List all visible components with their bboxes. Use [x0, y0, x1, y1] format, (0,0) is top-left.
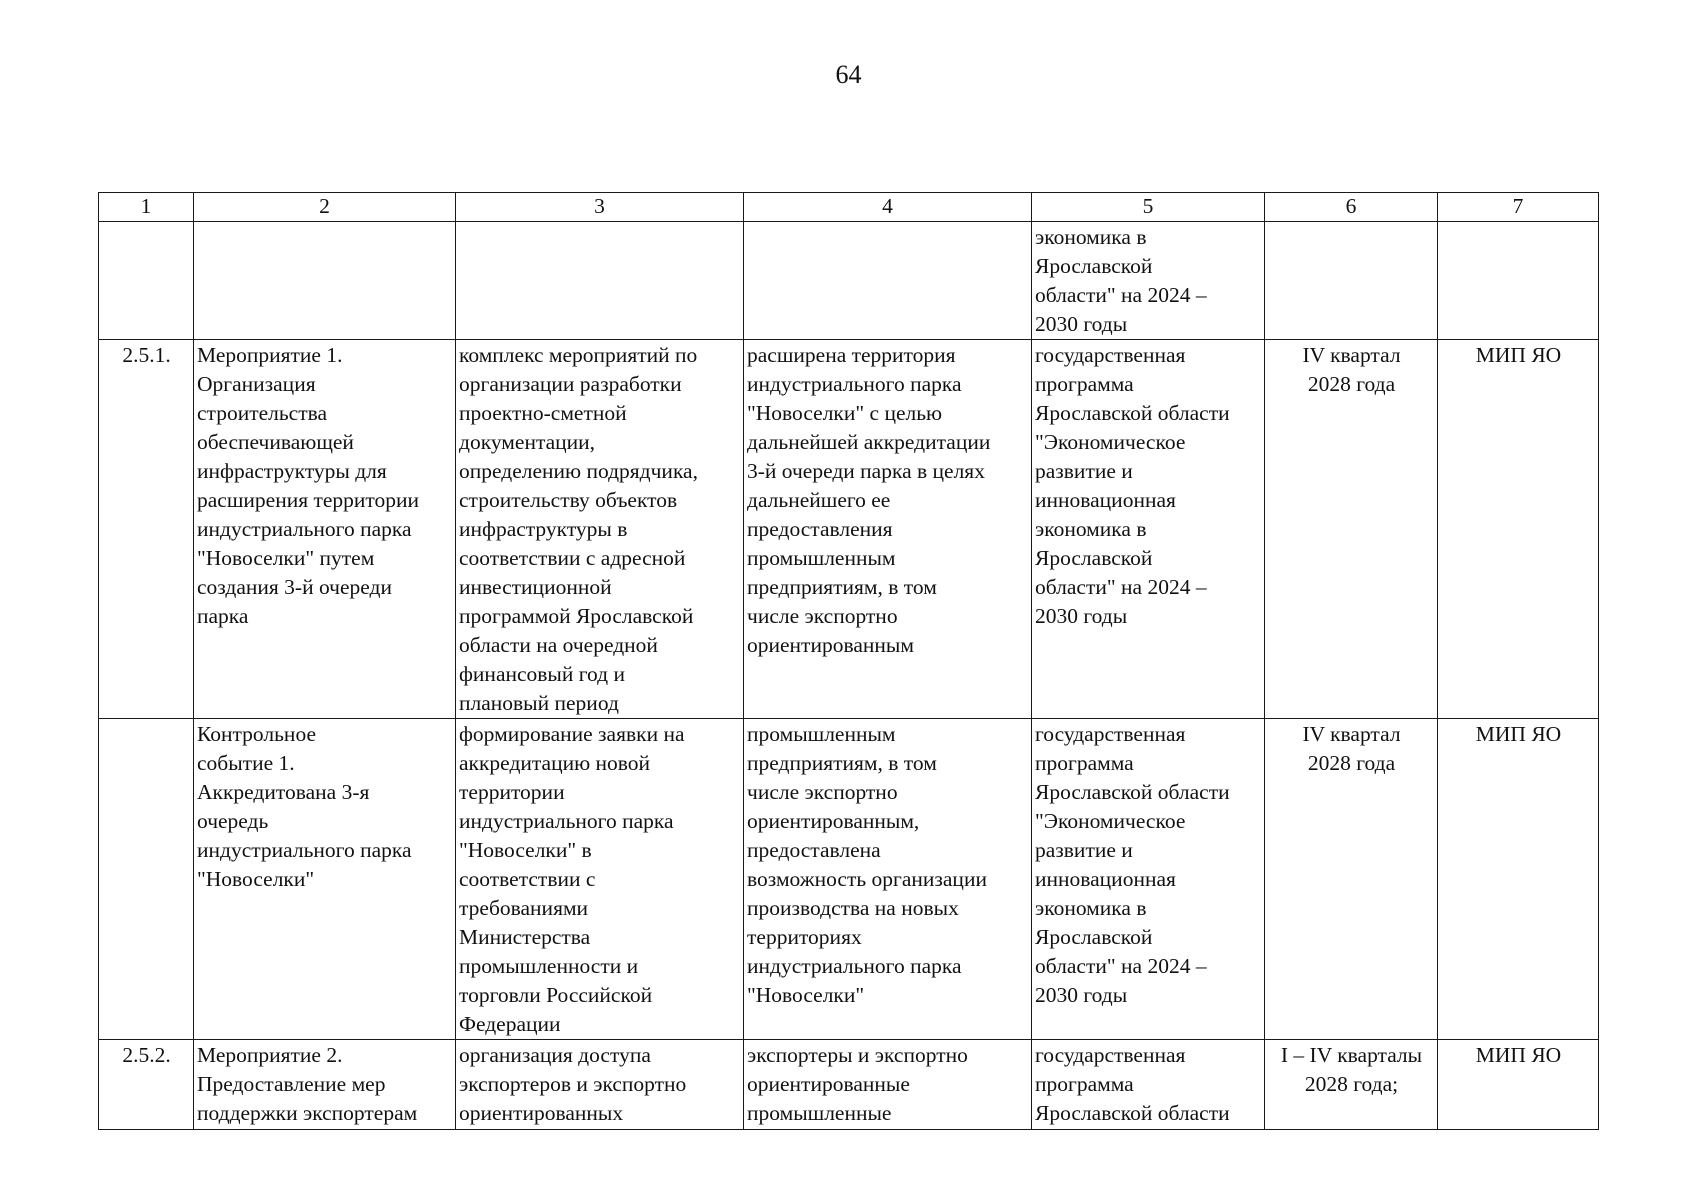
- item-executor: [1438, 222, 1599, 340]
- item-name: [194, 222, 456, 340]
- item-executor: МИП ЯО: [1438, 1040, 1599, 1130]
- page-number: 64: [835, 60, 862, 89]
- item-deadline: IV квартал 2028 года: [1265, 719, 1438, 1040]
- table-row: [99, 1040, 1599, 1130]
- column-number-7: 7: [1438, 193, 1599, 222]
- item-program: экономика в Ярославской области" на 2024 – 2030 годы: [1032, 222, 1265, 340]
- item-name: Мероприятие 1. Организация строительства обеспечивающей инфраструктуры для расширения территории индустриального парка "Новоселки" путем создания 3-й очереди парка: [194, 340, 456, 719]
- measures-table: [98, 192, 1599, 1130]
- column-number-2: 2: [194, 193, 456, 222]
- table-row: [99, 340, 1599, 719]
- column-number-6: 6: [1265, 193, 1438, 222]
- column-number-5: 5: [1032, 193, 1265, 222]
- item-executor: МИП ЯО: [1438, 340, 1599, 719]
- item-executor: МИП ЯО: [1438, 719, 1599, 1040]
- item-result: расширена территория индустриального парка "Новоселки" с целью дальнейшей аккредитации 3-й очереди парка в целях дальнейшего ее предоставления промышленным предприятиям, в том числе экспортно ориентированным: [744, 340, 1032, 719]
- item-number: 2.5.2.: [99, 1040, 194, 1130]
- item-description: [456, 222, 744, 340]
- item-result: промышленным предприятиям, в том числе экспортно ориентированным, предоставлена возможность организации производства на новых территориях индустриального парка "Новоселки": [744, 719, 1032, 1040]
- item-name: Контрольное событие 1. Аккредитована 3-я очередь индустриального парка "Новоселки": [194, 719, 456, 1040]
- item-result: экспортеры и экспортно ориентированные промышленные: [744, 1040, 1032, 1130]
- item-description: организация доступа экспортеров и экспортно ориентированных: [456, 1040, 744, 1130]
- item-name: Мероприятие 2. Предоставление мер поддержки экспортерам: [194, 1040, 456, 1130]
- column-number-4: 4: [744, 193, 1032, 222]
- item-description: формирование заявки на аккредитацию новой территории индустриального парка "Новоселки" в соответствии с требованиями Министерства промышленности и торговли Российской Федерации: [456, 719, 744, 1040]
- item-result: [744, 222, 1032, 340]
- column-number-1: 1: [99, 193, 194, 222]
- column-number-3: 3: [456, 193, 744, 222]
- table-row: [99, 719, 1599, 1040]
- item-deadline: IV квартал 2028 года: [1265, 340, 1438, 719]
- item-deadline: I – IV кварталы 2028 года;: [1265, 1040, 1438, 1130]
- table-header-row: [99, 193, 1599, 222]
- item-program: государственная программа Ярославской области "Экономическое развитие и инновационная экономика в Ярославской области" на 2024 – 2030 годы: [1032, 340, 1265, 719]
- item-number: [99, 222, 194, 340]
- item-number: 2.5.1.: [99, 340, 194, 719]
- item-number: [99, 719, 194, 1040]
- item-program: государственная программа Ярославской области: [1032, 1040, 1265, 1130]
- table-row: [99, 222, 1599, 340]
- item-description: комплекс мероприятий по организации разработки проектно-сметной документации, определению подрядчика, строительству объектов инфраструктуры в соответствии с адресной инвестиционной программой Ярославской области на очередной финансовый год и плановый период: [456, 340, 744, 719]
- item-deadline: [1265, 222, 1438, 340]
- item-program: государственная программа Ярославской области "Экономическое развитие и инновационная экономика в Ярославской области" на 2024 – 2030 годы: [1032, 719, 1265, 1040]
